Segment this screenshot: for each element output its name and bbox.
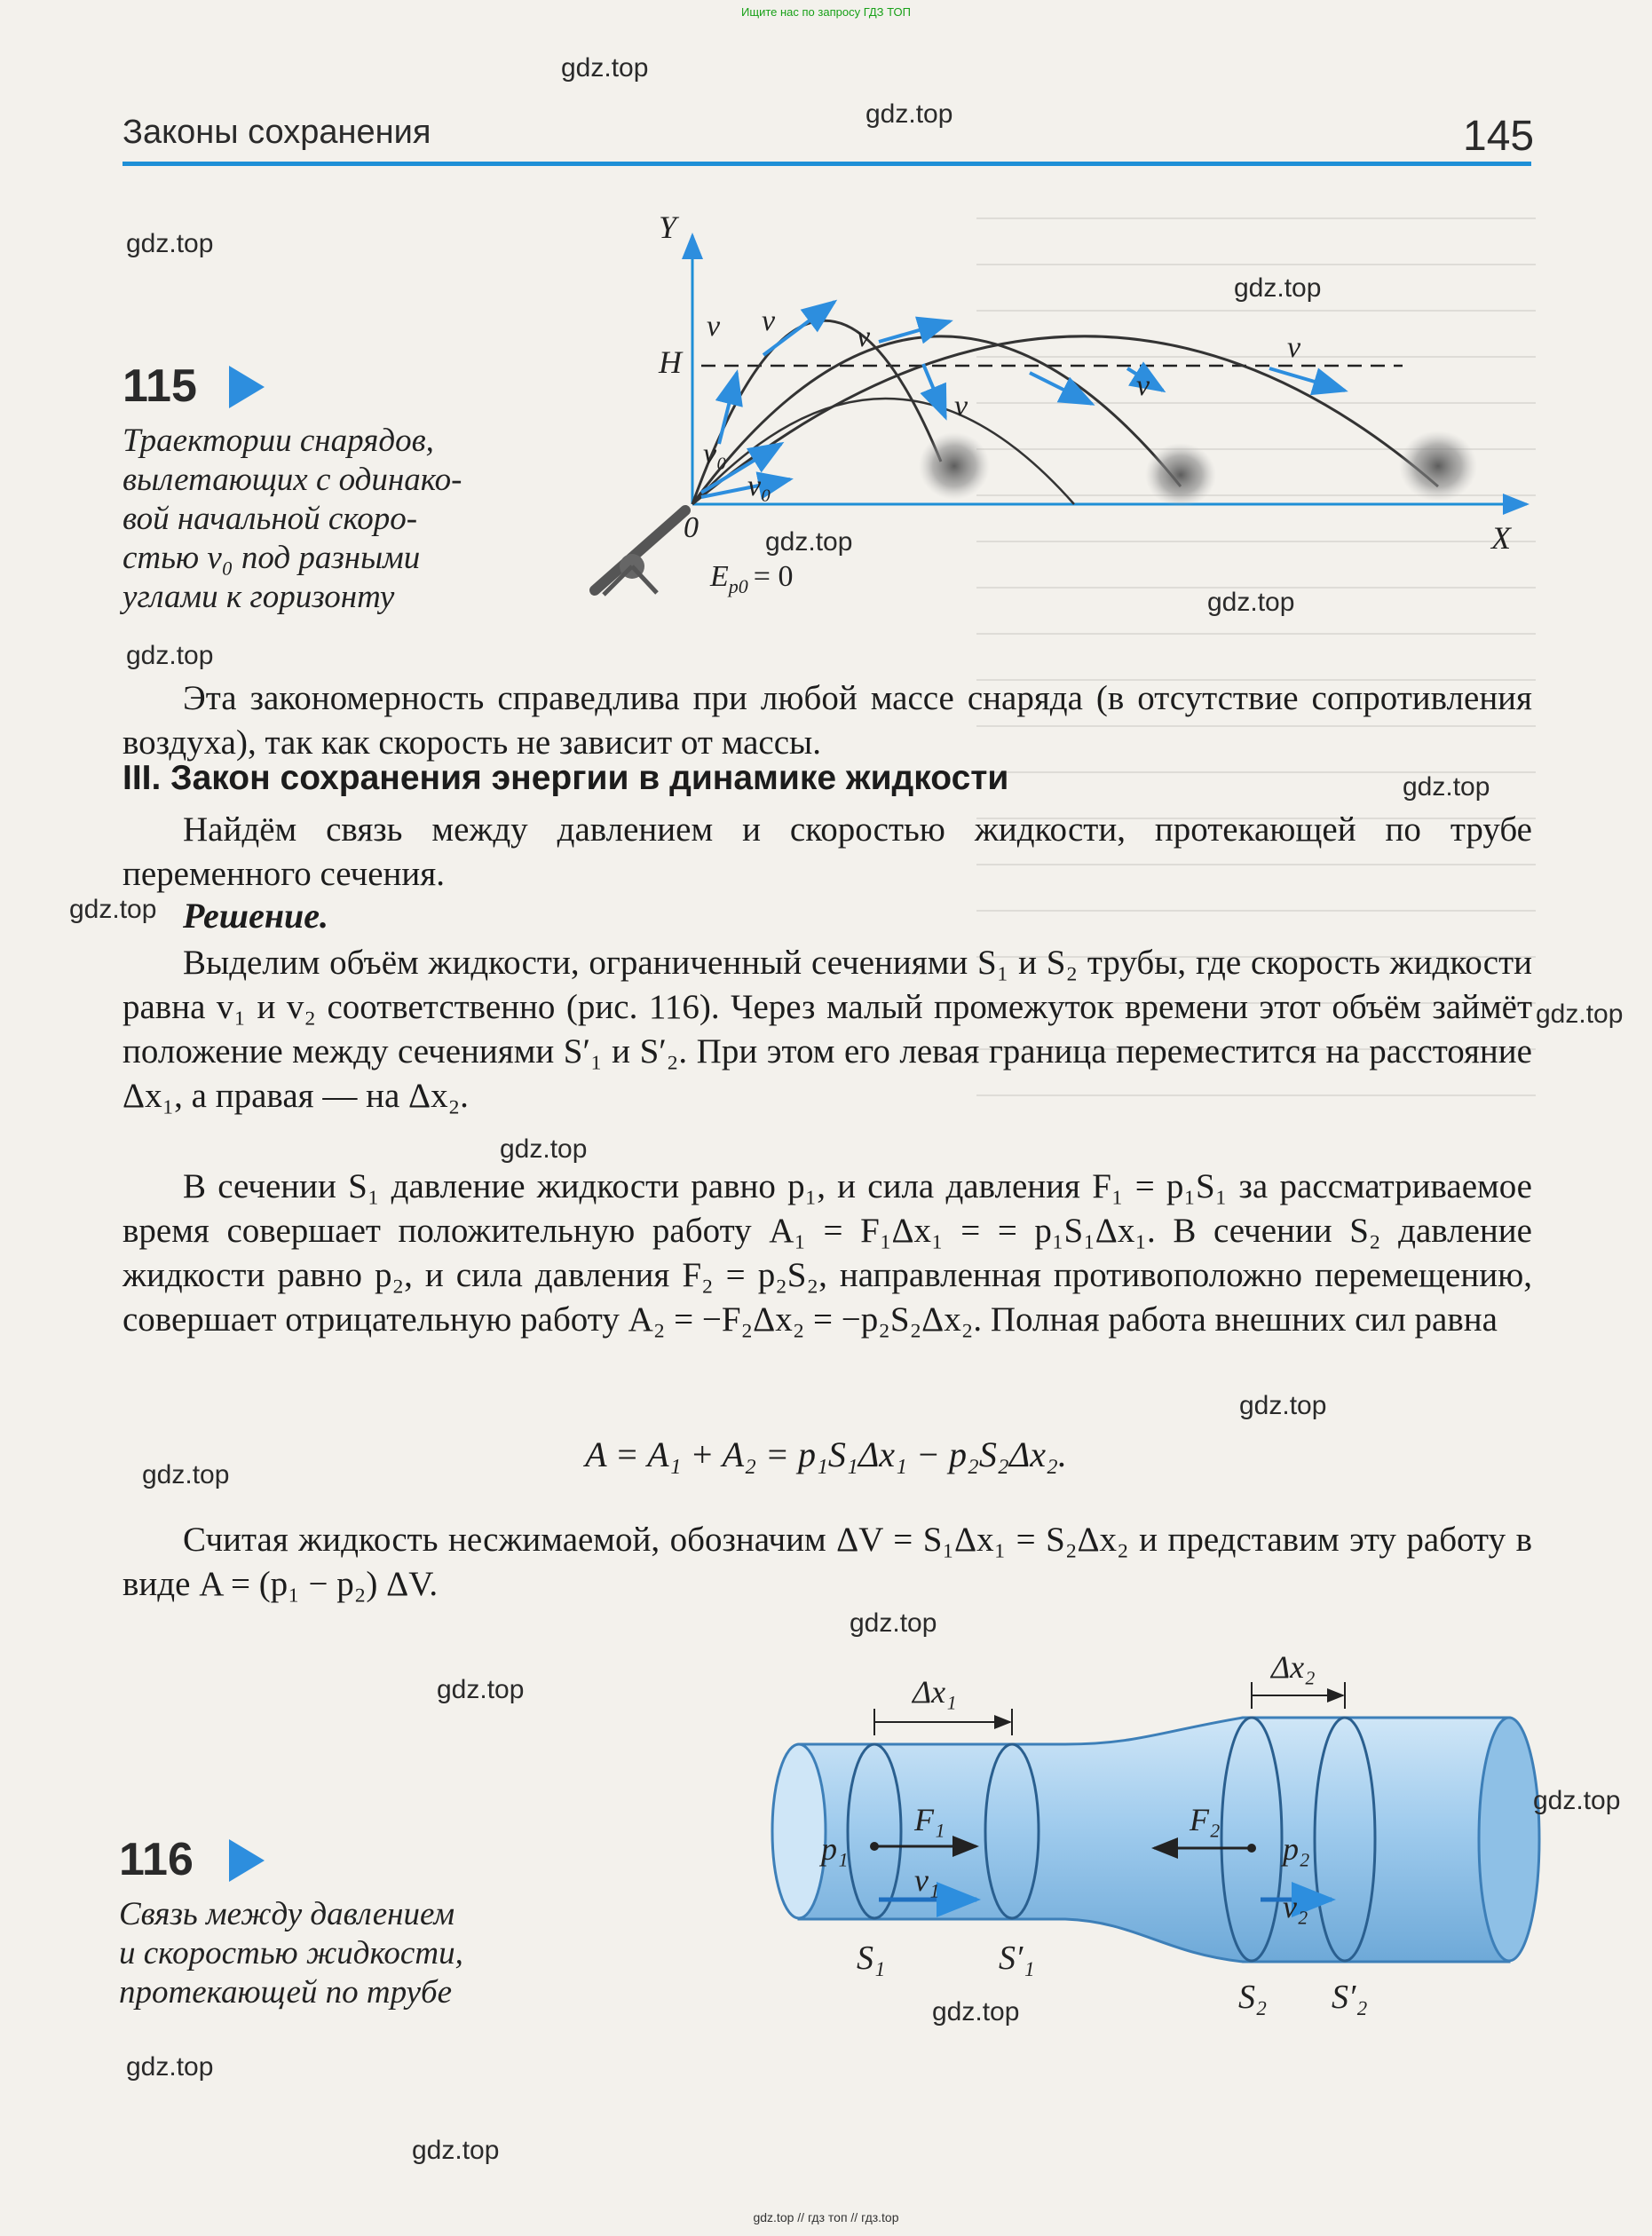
potential-energy-label: $E_{p0} = 0$ (710, 560, 794, 597)
watermark: gdz.top (69, 895, 157, 924)
velocity-label: v (707, 310, 721, 343)
paragraph-text: В сечении S₁ давление жидкости равно p₁, и сила давления F₁ = p₁S₁ за рассматриваемое время совершает положительную работу A₁ = F₁Δx₁ = = p₁S₁Δx₁. В сечении S₂ давление жидкости равно p₂, и сила давления F₂ = p₂S₂, направленная противоположно перемещению, совершает отрицательную работу A₂ = −F₂Δx₂ = −p₂S₂Δx₂. Полная работа внешних сил равна (123, 1167, 1532, 1339)
pipe-body (799, 1718, 1509, 1962)
caption-line: вой начальной скоро- (123, 501, 418, 537)
paragraph-text: Найдём связь между давлением и скоростью жидкости, протекающей по трубе переменного сечения. (123, 810, 1532, 893)
v2-label: v₂ (1283, 1889, 1308, 1924)
s1-label: S₁ (857, 1940, 886, 1977)
initial-velocity-label: v₀ (703, 438, 727, 470)
bottom-watermark-note: gdz.top // гдз топ // гдз.top (753, 2210, 899, 2224)
watermark: gdz.top (561, 53, 649, 83)
f1-label: F₁ (914, 1802, 945, 1837)
watermark: gdz.top (437, 1675, 525, 1704)
watermark: gdz.top (142, 1460, 230, 1489)
velocity-label: v (1287, 331, 1301, 364)
section-heading: III. Закон сохранения энергии в динамике жидкости (123, 759, 1009, 797)
figure-115-number: 115 (123, 360, 197, 412)
initial-velocity-label: v₀ (747, 470, 771, 502)
pipe-right-end (1479, 1718, 1539, 1961)
s1-prime-label: S′₁ (999, 1940, 1035, 1977)
caption-line: протекающей по трубе (119, 1974, 453, 2011)
watermark: gdz.top (1239, 1391, 1327, 1420)
solution-label: Решение. (183, 896, 329, 936)
h-label: H (659, 344, 682, 380)
x-axis-label: X (1491, 520, 1511, 556)
velocity-label: v (857, 320, 871, 353)
force-point (870, 1842, 879, 1851)
watermark: gdz.top (1536, 999, 1624, 1029)
paragraph-text: Считая жидкость несжимаемой, обозначим ΔV = S₁Δx₁ = S₂Δx₂ и представим эту работу в виде A = (p₁ − p₂) ΔV. (123, 1521, 1532, 1603)
caption-line: вылетающих с одинако- (123, 462, 462, 498)
watermark: gdz.top (1533, 1786, 1621, 1815)
p2-label: p₂ (1283, 1831, 1310, 1867)
velocity-label: v (1136, 369, 1150, 402)
paragraph-text: Выделим объём жидкости, ограниченный сечениями S₁ и S₂ трубы, где скорость жидкости равна v₁ и v₂ соответственно (рис. 116). Через малый промежуток времени этот объём займёт положение между сечениями S′₁ и S′₂. При этом его левая граница переместится на расстояние Δx₁, а правая — на Δx₂. (123, 944, 1532, 1115)
f2-label: F₂ (1190, 1802, 1221, 1837)
velocity-label: v (954, 390, 968, 423)
dx1-label: Δx₁ (913, 1674, 957, 1710)
caption-line: и скоростью жидкости, (119, 1935, 463, 1971)
v1-label: v₁ (914, 1862, 940, 1898)
y-axis-label: Y (659, 209, 677, 245)
force-point (1247, 1844, 1256, 1853)
dx2-label: Δx₂ (1271, 1649, 1316, 1685)
paragraph-text: Эта закономерность справедлива при любой массе снаряда (в отсутствие сопротивления воздуха), так как скорость не зависит от массы. (123, 679, 1532, 762)
watermark: gdz.top (126, 2052, 214, 2082)
caption-line: стью v₀ под разными (123, 540, 421, 576)
watermark: gdz.top (932, 1997, 1020, 2027)
watermark: gdz.top (500, 1134, 588, 1164)
watermark: gdz.top (412, 2136, 500, 2165)
velocity-label: v (762, 304, 776, 337)
figure-116-number: 116 (119, 1834, 194, 1885)
watermark: gdz.top (1234, 273, 1322, 303)
watermark: gdz.top (1403, 772, 1490, 802)
watermark: gdz.top (866, 99, 953, 129)
watermark: gdz.top (850, 1608, 937, 1638)
work-formula: A = A₁ + A₂ = p₁S₁Δx₁ − p₂S₂Δx₂. (585, 1434, 1067, 1474)
top-watermark-note: Ищите нас по запросу ГДЗ ТОП (741, 5, 911, 19)
watermark: gdz.top (126, 641, 214, 670)
watermark: gdz.top (765, 527, 853, 557)
watermark: gdz.top (1207, 588, 1295, 617)
caption-line: Связь между давлением (119, 1896, 455, 1932)
page-number: 145 (1463, 113, 1535, 160)
s2-label: S₂ (1238, 1979, 1268, 2016)
watermark: gdz.top (126, 229, 214, 258)
caption-line: углами к горизонту (123, 579, 395, 615)
page-header-title: Законы сохранения (123, 114, 431, 151)
p1-label: p₁ (821, 1831, 849, 1867)
origin-label: 0 (684, 511, 699, 544)
caption-line: Траектории снарядов, (123, 423, 434, 459)
pipe-left-end (772, 1744, 826, 1918)
s2-prime-label: S′₂ (1332, 1979, 1368, 2016)
